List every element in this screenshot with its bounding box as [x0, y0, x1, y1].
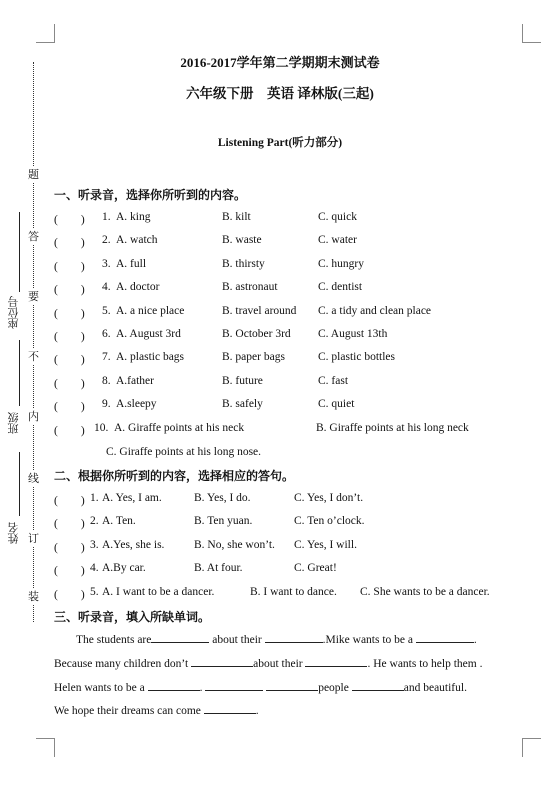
crop-mark-top-left — [36, 24, 55, 43]
answer-paren[interactable]: ( ) — [54, 565, 85, 578]
fill-text: people — [318, 682, 349, 694]
crop-mark-bottom-right — [522, 738, 541, 757]
option-c: C. She wants to be a dancer. — [360, 585, 490, 598]
fill-line-3 — [54, 680, 467, 694]
exam-subtitle: 六年级下册 英语 译林版(三起) — [186, 86, 374, 101]
option-a: A.father — [116, 374, 154, 387]
option-a: A.Yes, she is. — [102, 538, 165, 551]
question-number: 1. — [90, 492, 99, 504]
fill-line-2 — [54, 656, 482, 670]
question-row — [54, 398, 514, 414]
option-b: B. At four. — [194, 562, 243, 575]
option-c: C. Yes, I will. — [294, 538, 357, 551]
option-b: B. safely — [222, 398, 263, 411]
option-a: A. Yes, I am. — [102, 492, 162, 504]
option-b: B. travel around — [222, 304, 297, 317]
option-a: A. watch — [116, 234, 158, 247]
fill-text: . — [473, 634, 477, 646]
option-a: A.By car. — [102, 562, 146, 575]
question-number: 1. — [102, 211, 111, 223]
name-field[interactable] — [19, 452, 20, 516]
option-b: B. Yes, I do. — [194, 492, 251, 504]
option-b: B. waste — [222, 234, 262, 247]
answer-paren[interactable]: ( ) — [54, 377, 85, 390]
option-c: C. August 13th — [318, 328, 388, 340]
seat-number-field[interactable] — [19, 212, 20, 292]
part-title: Listening Part(听力部分) — [217, 137, 343, 149]
question-number: 2. — [90, 515, 99, 528]
option-c: C. water — [318, 234, 357, 247]
option-b: B. future — [222, 374, 263, 387]
option-b: B. October 3rd — [222, 328, 291, 340]
option-c: C. a tidy and clean place — [318, 304, 432, 317]
binding-char: 装 — [28, 588, 39, 604]
blank-field[interactable] — [205, 680, 263, 691]
option-b: B. kilt — [222, 211, 251, 223]
question-row — [54, 234, 514, 250]
blank-field[interactable] — [151, 632, 209, 643]
option-a: A. a nice place — [116, 304, 185, 317]
question-number: 2. — [102, 234, 111, 247]
binding-char: 内 — [28, 408, 39, 424]
answer-paren[interactable]: ( ) — [54, 237, 85, 250]
blank-field[interactable] — [352, 680, 404, 691]
class-label: 班级 — [8, 412, 20, 434]
question-row — [54, 492, 514, 508]
question-number: 9. — [102, 398, 111, 411]
option-c: C. hungry — [318, 257, 364, 270]
fill-text: . — [199, 682, 203, 694]
option-c: C. Yes, I don’t. — [294, 492, 364, 504]
fill-line-1 — [76, 632, 477, 646]
question-row-continued — [54, 446, 354, 462]
answer-paren[interactable]: ( ) — [54, 425, 85, 437]
answer-paren[interactable]: ( ) — [54, 331, 85, 343]
answer-paren[interactable]: ( ) — [54, 401, 85, 414]
option-c: C. quiet — [318, 398, 355, 411]
crop-mark-bottom-left — [36, 738, 55, 757]
question-row — [54, 539, 514, 555]
option-c: C. plastic bottles — [318, 351, 395, 364]
fill-text: Helen wants to be a — [54, 682, 145, 694]
question-number: 5. — [102, 304, 111, 317]
fill-text: about their — [253, 658, 303, 670]
option-b: B. Ten yuan. — [194, 515, 253, 528]
option-b: B. Giraffe points at his long neck — [316, 422, 469, 434]
fill-text: . — [255, 705, 259, 717]
fill-text: about their — [212, 634, 262, 646]
question-number: 5. — [90, 585, 99, 598]
option-c: C. quick — [318, 211, 357, 223]
option-c: C. dentist — [318, 281, 363, 294]
question-number: 3. — [102, 257, 111, 270]
fill-line-4 — [54, 703, 259, 717]
answer-paren[interactable]: ( ) — [54, 214, 85, 226]
question-row — [54, 281, 514, 297]
option-b: B. astronaut — [222, 281, 278, 294]
seat-number-label: 座位号 — [8, 296, 20, 329]
binding-char: 答 — [28, 228, 39, 244]
fill-text: and beautiful. — [403, 682, 467, 694]
section3-heading: 三、听录音，填入所缺单词。 — [54, 610, 211, 624]
option-a: A.sleepy — [116, 398, 157, 411]
name-label: 姓名 — [8, 522, 20, 544]
blank-field[interactable] — [204, 703, 256, 714]
question-row — [54, 328, 514, 344]
fill-text: We hope their dreams can come — [54, 705, 201, 717]
class-field[interactable] — [19, 340, 20, 406]
binding-char: 题 — [28, 166, 39, 182]
option-a: A. doctor — [116, 281, 160, 294]
answer-paren[interactable]: ( ) — [54, 260, 85, 273]
option-b: B. No, she won’t. — [194, 538, 275, 551]
fill-text: The students are — [76, 634, 152, 646]
question-number: 10. — [94, 422, 109, 434]
question-row — [54, 305, 514, 321]
blank-field[interactable] — [191, 656, 253, 667]
section1-heading: 一、听录音，选择你所听到的内容。 — [54, 188, 247, 202]
option-a: A. Giraffe points at his neck — [114, 422, 245, 434]
option-b: B. thirsty — [222, 257, 265, 270]
question-number: 7. — [102, 351, 111, 364]
option-a: A. August 3rd — [116, 328, 181, 340]
fill-text: .Mike wants to be a — [322, 634, 414, 646]
binding-char: 不 — [28, 348, 39, 364]
exam-title: 2016-2017学年第二学期期末测试卷 — [180, 55, 380, 70]
answer-paren[interactable]: ( ) — [54, 518, 85, 531]
option-a: A. king — [116, 211, 151, 223]
fill-text: Because many children don’t — [54, 658, 189, 670]
question-number: 3. — [90, 538, 99, 551]
option-c: C. Giraffe points at his long nose. — [106, 446, 262, 458]
option-a: A. plastic bags — [116, 351, 185, 364]
binding-char: 线 — [28, 470, 39, 486]
question-row — [54, 422, 514, 438]
option-c: C. Great! — [294, 562, 337, 575]
question-row — [54, 375, 514, 391]
blank-field[interactable] — [148, 680, 200, 691]
question-row — [54, 515, 514, 531]
answer-paren[interactable]: ( ) — [54, 284, 85, 297]
answer-paren[interactable]: ( ) — [54, 495, 85, 507]
question-row — [54, 351, 514, 367]
answer-paren[interactable]: ( ) — [54, 541, 85, 554]
option-a: A. Ten. — [102, 515, 136, 528]
section2-heading: 二、根据你所听到的内容，选择相应的答句。 — [54, 469, 295, 483]
option-c: C. Ten o’clock. — [294, 515, 365, 528]
question-row — [54, 562, 514, 578]
answer-paren[interactable]: ( ) — [54, 354, 85, 367]
crop-mark-top-right — [522, 24, 541, 43]
blank-field[interactable] — [265, 632, 323, 643]
question-number: 6. — [102, 328, 111, 340]
option-b: B. paper bags — [222, 351, 285, 364]
question-number: 4. — [90, 562, 99, 575]
binding-char: 订 — [28, 530, 39, 546]
answer-paren[interactable]: ( ) — [54, 307, 85, 320]
answer-paren[interactable]: ( ) — [54, 588, 85, 601]
question-number: 4. — [102, 281, 111, 294]
fill-text: . He wants to help them . — [367, 658, 483, 670]
blank-field[interactable] — [416, 632, 474, 643]
option-a: A. full — [116, 257, 147, 270]
option-a: A. I want to be a dancer. — [102, 585, 215, 598]
question-row — [54, 211, 514, 227]
question-number: 8. — [102, 374, 111, 387]
blank-field[interactable] — [305, 656, 367, 667]
blank-field[interactable] — [266, 680, 318, 691]
question-row — [54, 586, 514, 602]
option-b: B. I want to dance. — [250, 585, 337, 598]
option-c: C. fast — [318, 374, 349, 387]
binding-char: 要 — [28, 288, 39, 304]
question-row — [54, 258, 514, 274]
